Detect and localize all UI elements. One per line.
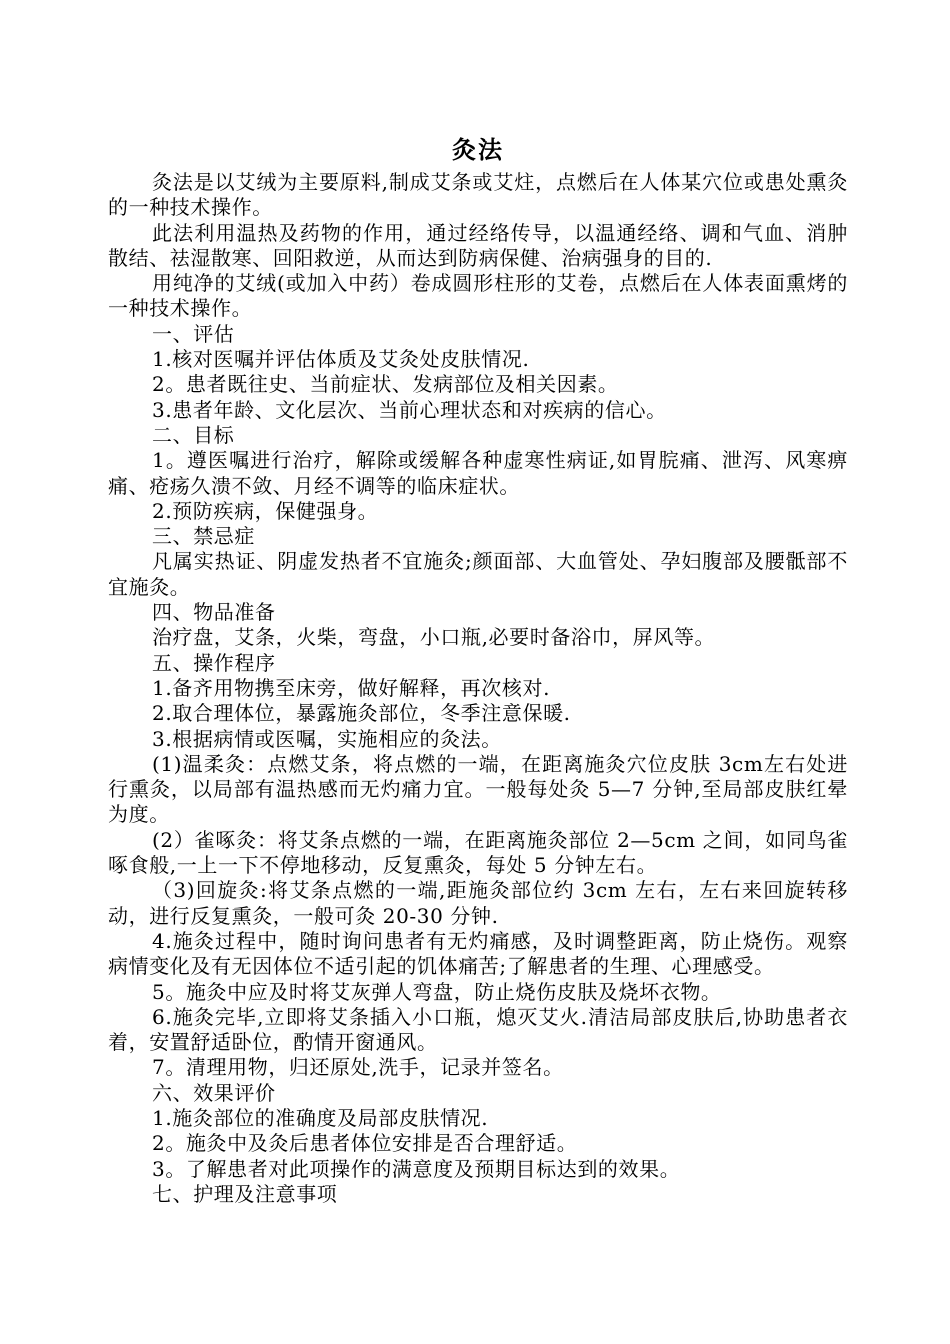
paragraph: 1。遵医嘱进行治疗，解除或缓解各种虚寒性病证,如胃脘痛、泄泻、风寒痹痛、疮疡久溃不敛、月经不调等的临床症状。 <box>108 448 848 498</box>
paragraph: （3)回旋灸:将艾条点燃的一端,距施灸部位约 3cm 左右，左右来回旋转移动，进行反复熏灸，一般可灸 20-30 分钟. <box>108 878 848 928</box>
paragraph: 五、操作程序 <box>152 650 276 675</box>
document-body <box>108 170 848 1207</box>
paragraph: 二、目标 <box>152 422 235 447</box>
paragraph: 3.根据病情或医嘱，实施相应的灸法。 <box>152 726 502 751</box>
paragraph: 四、物品准备 <box>152 600 276 625</box>
paragraph: 三、禁忌症 <box>152 524 255 549</box>
paragraph: 六、效果评价 <box>152 1080 276 1105</box>
paragraph: 2.取合理体位，暴露施灸部位，冬季注意保暖. <box>152 701 571 726</box>
paragraph: 1.施灸部位的准确度及局部皮肤情况. <box>152 1105 489 1130</box>
paragraph: 一、评估 <box>152 321 235 346</box>
paragraph: 3。了解患者对此项操作的满意度及预期目标达到的效果。 <box>152 1156 681 1181</box>
paragraph: 治疗盘，艾条，火柴，弯盘，小口瓶,必要时备浴巾，屏风等。 <box>152 625 716 650</box>
paragraph: 灸法是以艾绒为主要原料,制成艾条或艾炷，点燃后在人体某穴位或患处熏灸的一种技术操作。 <box>108 170 848 220</box>
paragraph: 七、护理及注意事项 <box>152 1181 338 1206</box>
paragraph: (1)温柔灸：点燃艾条，将点燃的一端，在距离施灸穴位皮肤 3cm左右处进行熏灸，以局部有温热感而无灼痛力宜。一般每处灸 5—7 分钟,至局部皮肤红晕为度。 <box>108 751 848 827</box>
paragraph: (2）雀啄灸：将艾条点燃的一端，在距离施灸部位 2—5cm 之间，如同鸟雀啄食般,一上一下不停地移动，反复熏灸，每处 5 分钟左右。 <box>108 827 848 878</box>
document-title: 灸法 <box>452 135 504 164</box>
paragraph: 2.预防疾病，保健强身。 <box>152 498 379 523</box>
paragraph: 用纯净的艾绒(或加入中药）卷成圆形柱形的艾卷，点燃后在人体表面熏烤的一种技术操作。 <box>108 271 848 321</box>
paragraph: 3.患者年龄、文化层次、当前心理状态和对疾病的信心。 <box>152 397 667 422</box>
paragraph: 2。施灸中及灸后患者体位安排是否合理舒适。 <box>152 1131 578 1156</box>
paragraph: 此法利用温热及药物的作用，通过经络传导，以温通经络、调和气血、消肿散结、祛湿散寒、回阳救逆，从而达到防病保健、治病强身的目的. <box>108 220 848 270</box>
document-page <box>108 130 848 1207</box>
paragraph: 1.核对医嘱并评估体质及艾灸处皮肤情况. <box>152 347 530 372</box>
paragraph: 7。清理用物，归还原处,洗手，记录并签名。 <box>152 1055 564 1080</box>
paragraph: 5。施灸中应及时将艾灰弹人弯盘，防止烧伤皮肤及烧坏衣物。 <box>152 979 722 1004</box>
paragraph: 4.施灸过程中，随时询问患者有无灼痛感，及时调整距离，防止烧伤。观察病情变化及有无因体位不适引起的饥体痛苦;了解患者的生理、心理感受。 <box>108 928 848 979</box>
paragraph: 1.备齐用物携至床旁，做好解释，再次核对. <box>152 675 551 700</box>
paragraph: 2。患者既往史、当前症状、发病部位及相关因素。 <box>152 372 619 397</box>
paragraph: 凡属实热证、阴虚发热者不宜施灸;颜面部、大血管处、孕妇腹部及腰骶部不宜施灸。 <box>108 549 848 599</box>
paragraph: 6.施灸完毕,立即将艾条插入小口瓶，熄灭艾火.清洁局部皮肤后,协助患者衣着，安置舒适卧位，酌情开窗通风。 <box>108 1004 848 1055</box>
